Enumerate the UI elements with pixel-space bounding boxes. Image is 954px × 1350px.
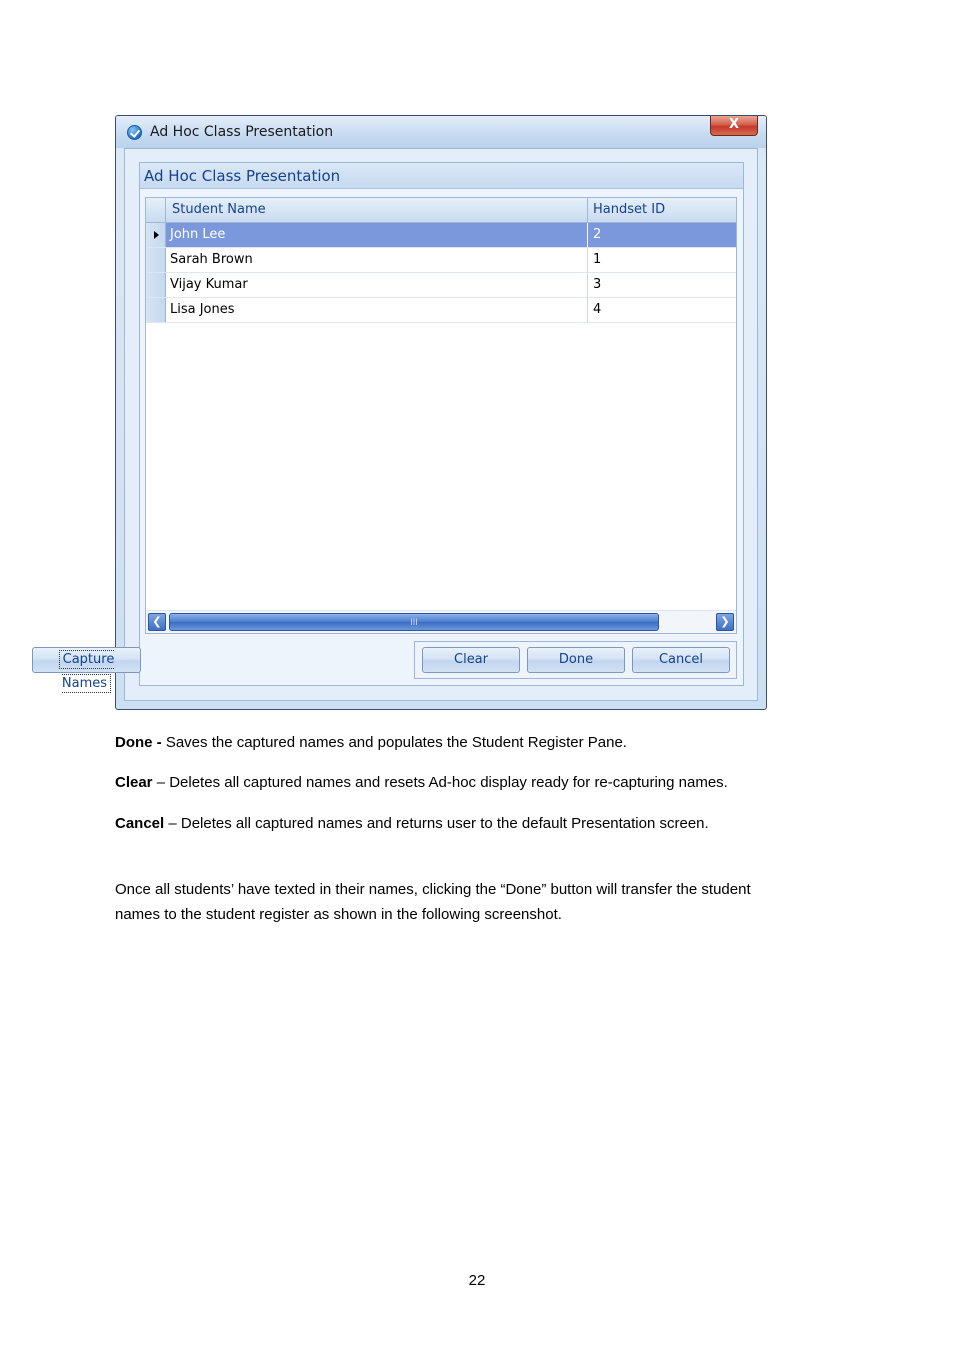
done-description xyxy=(115,730,627,755)
capture-names-button[interactable] xyxy=(32,647,141,691)
close-button[interactable]: X xyxy=(710,116,758,136)
cell-divider xyxy=(587,223,588,247)
done-button[interactable]: Done xyxy=(527,647,625,673)
cell-divider xyxy=(587,248,588,272)
row-selector[interactable] xyxy=(146,298,166,322)
cancel-button[interactable]: Cancel xyxy=(632,647,730,673)
done-desc: Saves the captured names and populates the Student Register Pane. xyxy=(161,734,627,751)
check-icon xyxy=(127,125,142,140)
grid-header xyxy=(146,198,736,223)
chevron-right-icon: ❯ xyxy=(720,616,730,628)
handset-id-cell[interactable]: 2 xyxy=(593,227,602,242)
row-selector[interactable] xyxy=(146,248,166,272)
transfer-paragraph xyxy=(115,877,751,927)
paragraph-line: Once all students’ have texted in their names, clicking the “Done” button will transfer the student xyxy=(115,881,751,898)
clear-term: Clear xyxy=(115,774,153,791)
table-row[interactable] xyxy=(146,273,736,298)
panel-header xyxy=(140,163,743,189)
title-bar[interactable] xyxy=(116,116,766,148)
table-row[interactable] xyxy=(146,248,736,273)
table-row[interactable] xyxy=(146,298,736,323)
capture-names-label: Capture Names xyxy=(59,650,115,693)
cancel-desc: – Deletes all captured names and returns user to the default Presentation screen. xyxy=(164,815,709,832)
student-grid[interactable] xyxy=(145,197,737,634)
grid-rows xyxy=(146,223,736,323)
scrollbar-thumb[interactable] xyxy=(169,613,659,631)
clear-description xyxy=(115,770,728,795)
current-row-arrow-icon xyxy=(154,231,159,239)
window-title: Ad Hoc Class Presentation xyxy=(150,124,334,140)
clear-button[interactable]: Clear xyxy=(422,647,520,673)
clear-desc: – Deletes all captured names and resets Ad-hoc display ready for re-capturing names. xyxy=(152,774,728,791)
student-name-cell[interactable]: Sarah Brown xyxy=(170,252,253,267)
scroll-grip-icon: III xyxy=(410,617,418,627)
row-selector[interactable] xyxy=(146,223,166,247)
scroll-right-button[interactable] xyxy=(716,613,734,631)
paragraph-line: names to the student register as shown in the following screenshot. xyxy=(115,906,562,923)
column-divider xyxy=(587,198,588,222)
cancel-term: Cancel xyxy=(115,815,165,832)
handset-id-cell[interactable]: 3 xyxy=(593,277,602,292)
presentation-panel xyxy=(139,162,744,686)
student-name-cell[interactable]: John Lee xyxy=(170,227,226,242)
handset-id-cell[interactable]: 1 xyxy=(593,252,602,267)
page-number: 22 xyxy=(468,1272,486,1289)
cancel-description xyxy=(115,811,709,836)
column-header-student-name[interactable]: Student Name xyxy=(172,202,266,217)
row-header-corner xyxy=(146,198,166,222)
cell-divider xyxy=(587,298,588,322)
panel-title: Ad Hoc Class Presentation xyxy=(144,167,341,185)
student-name-cell[interactable]: Vijay Kumar xyxy=(170,277,248,292)
scroll-left-button[interactable] xyxy=(148,613,166,631)
done-term: Done - xyxy=(115,734,162,751)
handset-id-cell[interactable]: 4 xyxy=(593,302,602,317)
column-header-handset-id[interactable]: Handset ID xyxy=(593,202,666,217)
row-selector[interactable] xyxy=(146,273,166,297)
horizontal-scrollbar[interactable] xyxy=(146,610,736,633)
table-row[interactable] xyxy=(146,223,736,248)
student-name-cell[interactable]: Lisa Jones xyxy=(170,302,235,317)
cell-divider xyxy=(587,273,588,297)
chevron-left-icon: ❮ xyxy=(152,616,162,628)
